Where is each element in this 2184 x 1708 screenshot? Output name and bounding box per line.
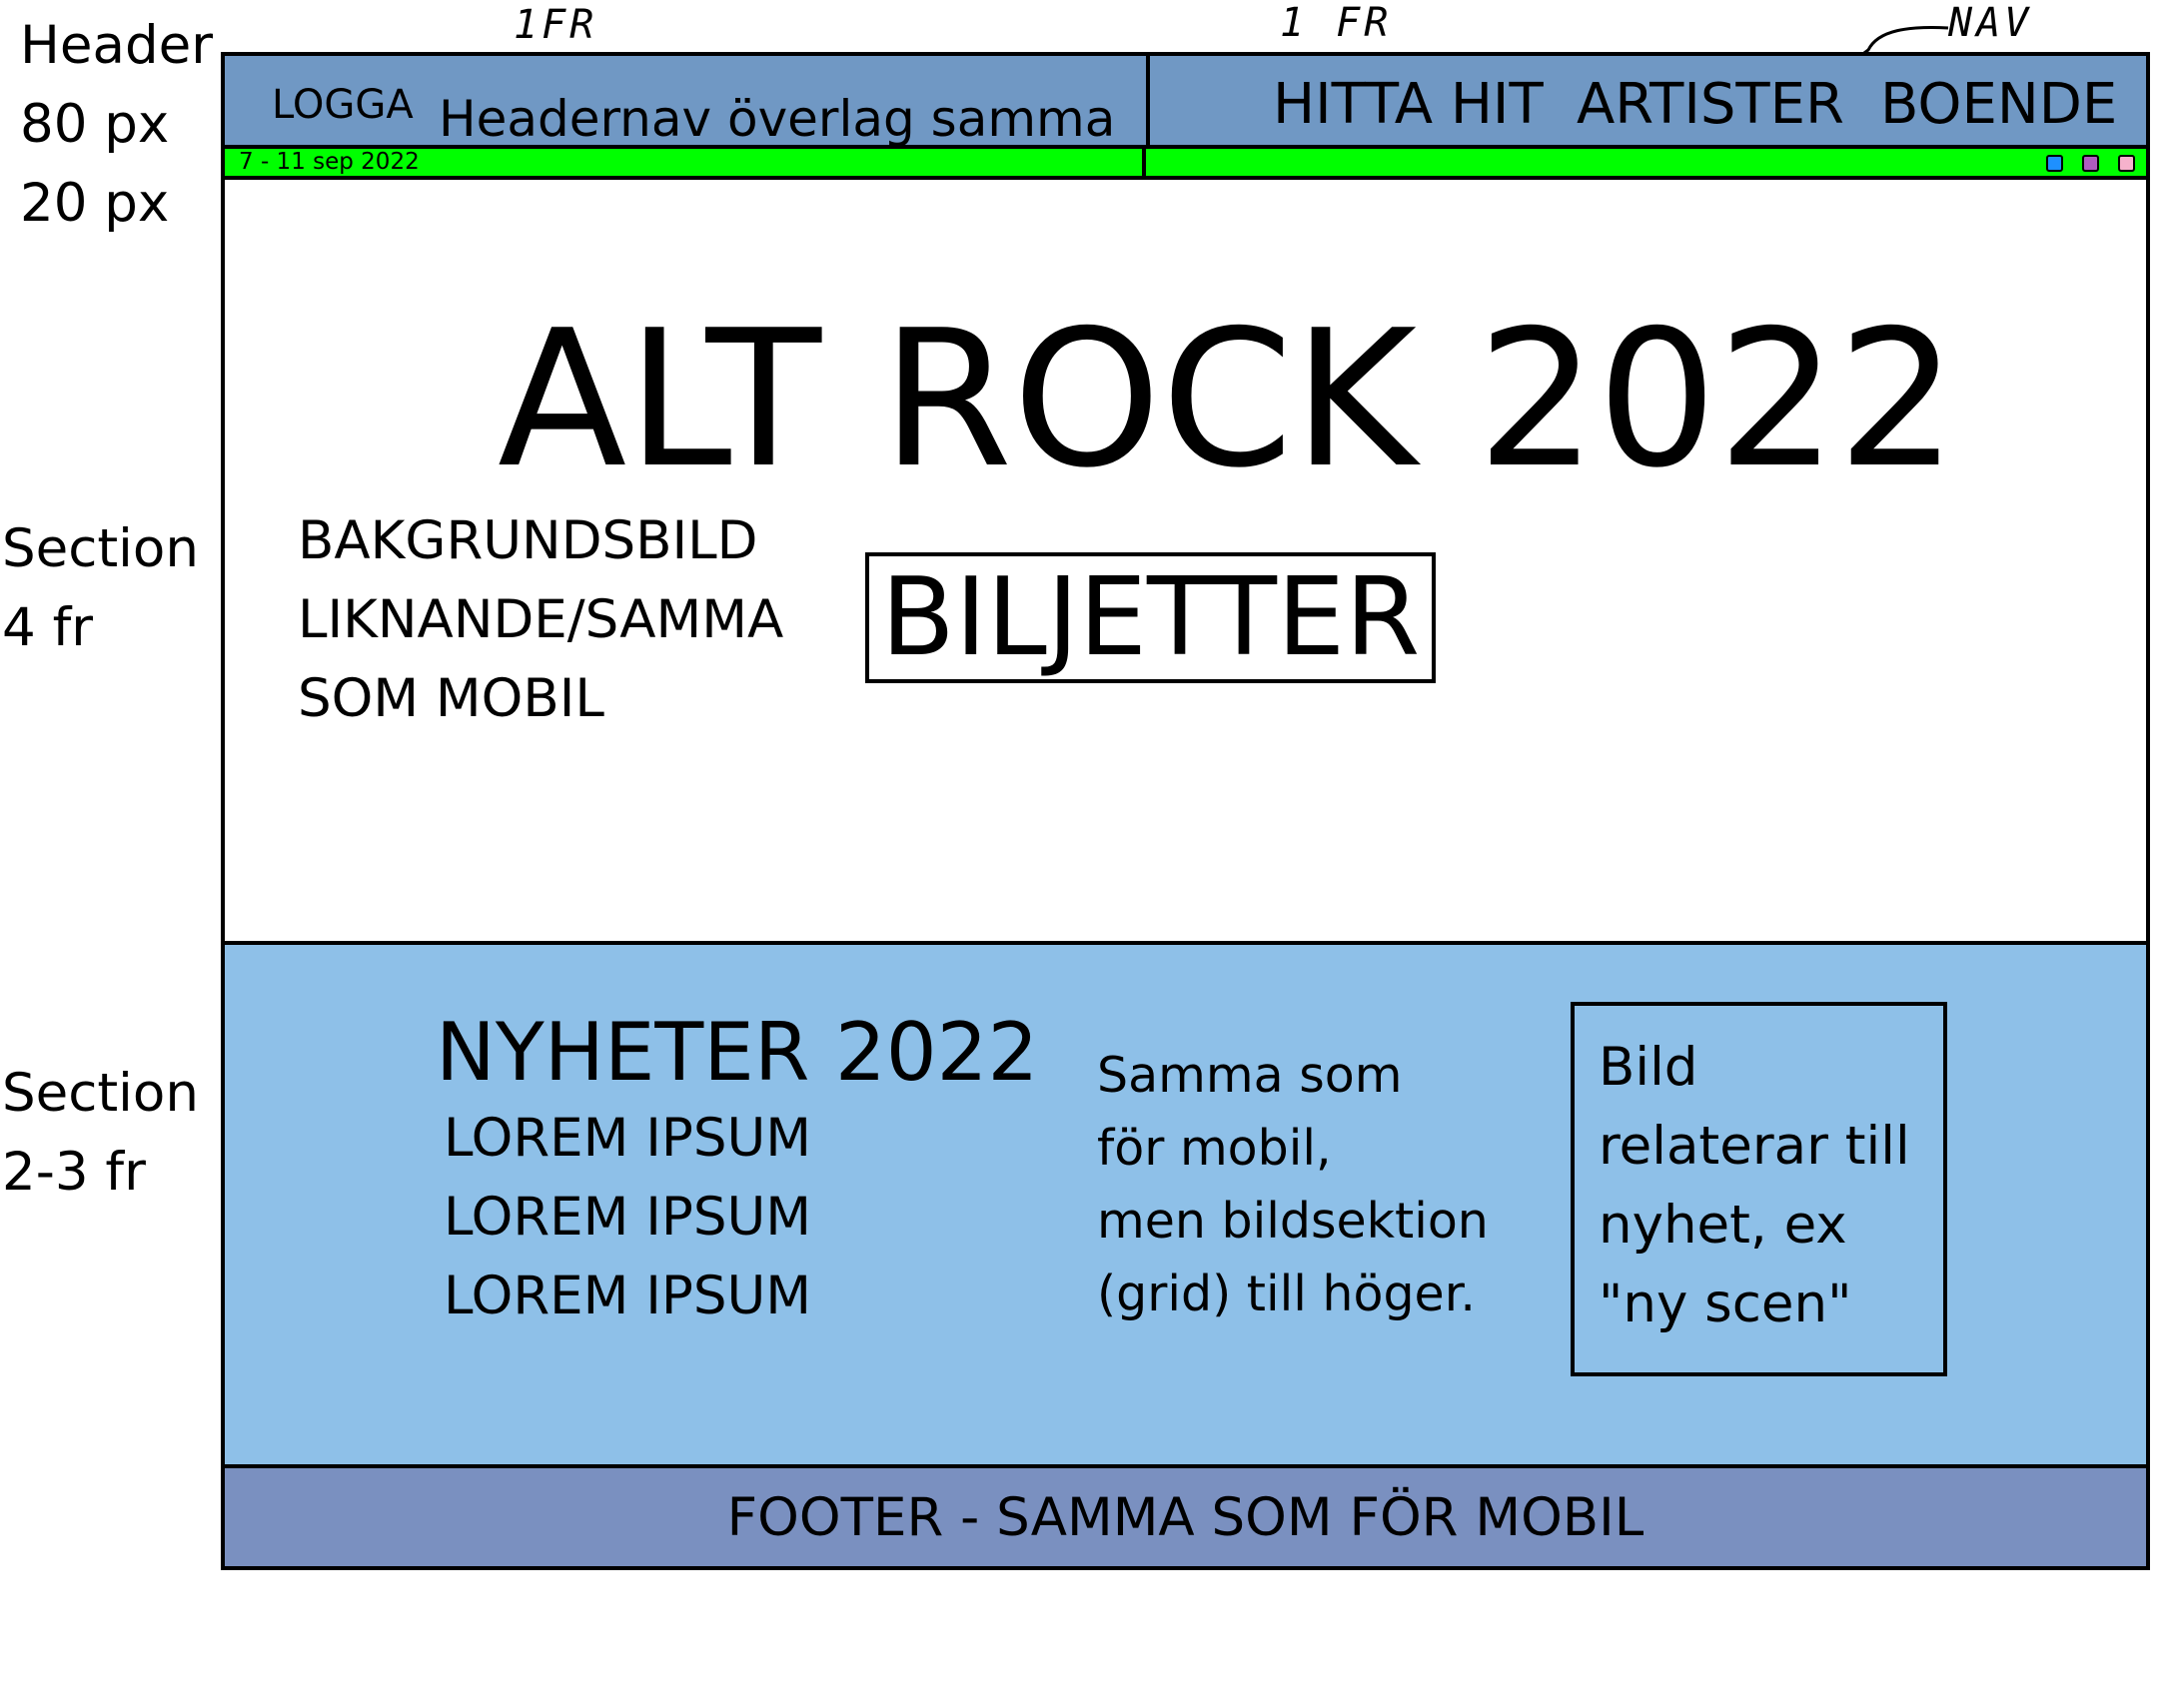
header-nav: [1150, 56, 2146, 145]
news-item[interactable]: LOREM IPSUM: [444, 1266, 811, 1326]
news-section-annotation: [2, 1054, 199, 1212]
news-image-placeholder: Bild relaterar till nyhet, ex "ny scen": [1571, 1002, 1947, 1376]
layout-note-line-4: (grid) till höger.: [1097, 1266, 1476, 1322]
annotation-hero-size: 4 fr: [2, 597, 94, 658]
footer: FOOTER - SAMMA SOM FÖR MOBIL: [221, 1464, 2150, 1570]
layout-note-line-1: Samma som: [1097, 1047, 1403, 1104]
news-layout-note: [1097, 1039, 1489, 1330]
column-1fr-annotation: 1FR: [514, 2, 598, 48]
header-left-column: [225, 56, 1150, 148]
date-strip: [221, 149, 2150, 180]
annotation-strip-height: 20 px: [20, 173, 170, 234]
annotation-header-label: Header: [20, 15, 213, 76]
hero-background-note: [298, 501, 783, 738]
logo[interactable]: LOGGA: [272, 82, 414, 128]
background-note-line-2: LIKNANDE/SAMMA: [298, 589, 784, 650]
hero-section-annotation: [2, 509, 199, 667]
header-note: Headernav överlag samma: [439, 90, 1116, 148]
hero-title: ALT ROCK 2022: [498, 290, 1958, 509]
nav-item-hitta-hit[interactable]: HITTA HIT: [1273, 72, 1544, 137]
swatch-blue: [2046, 155, 2063, 172]
tickets-button[interactable]: BILJETTER: [865, 552, 1436, 683]
nav-item-boende[interactable]: BOENDE: [1880, 72, 2118, 137]
header-annotation: [20, 6, 213, 243]
swatch-pink: [2118, 155, 2135, 172]
annotation-header-height: 80 px: [20, 94, 170, 155]
column-1fr-annotation-2: 1 FR: [1280, 0, 1393, 46]
layout-note-line-2: för mobil,: [1097, 1120, 1332, 1177]
news-item[interactable]: LOREM IPSUM: [444, 1187, 811, 1248]
background-note-line-1: BAKGRUNDSBILD: [298, 510, 758, 571]
news-list: [444, 1099, 811, 1335]
swatch-purple: [2082, 155, 2099, 172]
annotation-news-size: 2-3 fr: [2, 1142, 146, 1203]
annotation-news-label: Section: [2, 1063, 199, 1124]
news-title: NYHETER 2022: [436, 1006, 1039, 1099]
nav-item-artister[interactable]: ARTISTER: [1577, 72, 1844, 137]
annotation-hero-label: Section: [2, 518, 199, 579]
date-strip-divider: [1142, 149, 1146, 176]
news-item[interactable]: LOREM IPSUM: [444, 1108, 811, 1169]
nav-annotation: NAV: [1948, 0, 2033, 46]
layout-note-line-3: men bildsektion: [1097, 1193, 1489, 1250]
header-bar: [221, 52, 2150, 149]
background-note-line-3: SOM MOBIL: [298, 668, 604, 729]
festival-dates: 7 - 11 sep 2022: [239, 149, 420, 175]
